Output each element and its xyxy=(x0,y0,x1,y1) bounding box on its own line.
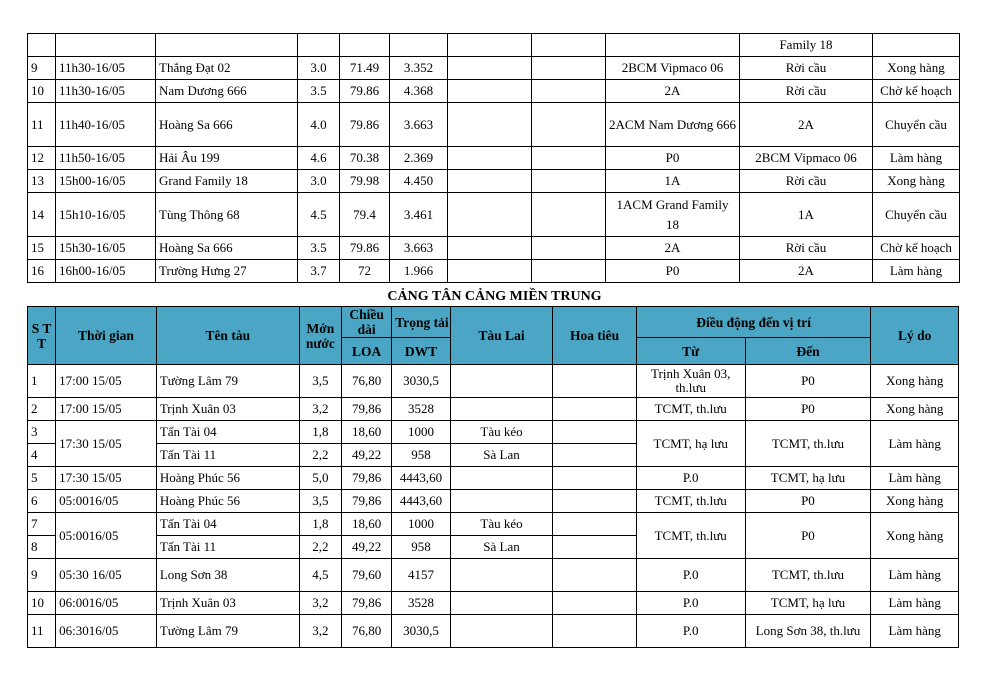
table-row xyxy=(28,559,959,592)
cell-draft: 1,8 xyxy=(299,421,341,444)
cell-stt: 9 xyxy=(28,559,56,592)
table-row xyxy=(28,398,959,421)
cell-to: P0 xyxy=(745,513,871,559)
cell-draft: 2,2 xyxy=(299,536,341,559)
cell-loa: 79.86 xyxy=(340,103,390,147)
cell-ship: Hoàng Sa 666 xyxy=(156,103,298,147)
cell-dwt: 4.450 xyxy=(390,170,448,193)
cell-dwt: 3528 xyxy=(392,398,450,421)
cell-pilot xyxy=(553,467,637,490)
cell-reason: Xong hàng xyxy=(871,398,959,421)
cell-time: 17:00 15/05 xyxy=(56,398,157,421)
cell-draft: 3.5 xyxy=(298,237,340,260)
cell-ship: Trường Hưng 27 xyxy=(156,260,298,283)
cell-time: 11h30-16/05 xyxy=(56,80,156,103)
cell-to: TCMT, hạ lưu xyxy=(745,467,871,490)
cell-draft: 3.5 xyxy=(298,80,340,103)
table-row xyxy=(28,467,959,490)
cell-ship: Hải Âu 199 xyxy=(156,147,298,170)
cell-draft: 3,5 xyxy=(299,490,341,513)
cell-pilot xyxy=(553,536,637,559)
cell-pilot xyxy=(532,103,606,147)
table-row xyxy=(28,80,960,103)
cell-loa: 79,86 xyxy=(341,490,391,513)
cell-to: Family 18 xyxy=(740,34,873,57)
cell-loa: 79.4 xyxy=(340,193,390,237)
cell-dwt: 3528 xyxy=(392,592,450,615)
cell-dwt: 3.663 xyxy=(390,237,448,260)
cell-ship: Tấn Tài 11 xyxy=(156,444,299,467)
cell-tug xyxy=(450,490,553,513)
cell-reason: Chờ kế hoạch xyxy=(873,237,960,260)
cell-to: Rời cầu xyxy=(740,237,873,260)
cell-reason: Làm hàng xyxy=(871,467,959,490)
cell-to: 2A xyxy=(740,260,873,283)
cell-tug xyxy=(448,237,532,260)
cell-ship: Nam Dương 666 xyxy=(156,80,298,103)
cell-time: 11h40-16/05 xyxy=(56,103,156,147)
table-row xyxy=(28,237,960,260)
cell-loa: 79,86 xyxy=(341,467,391,490)
cell-reason: Chuyển cầu xyxy=(873,193,960,237)
cell-ship: Thắng Đạt 02 xyxy=(156,57,298,80)
cell-dwt: 2.369 xyxy=(390,147,448,170)
cell-draft: 4.6 xyxy=(298,147,340,170)
cell-pilot xyxy=(532,260,606,283)
cell-pilot xyxy=(532,193,606,237)
header-pilot: Hoa tiêu xyxy=(553,307,637,365)
cell-time: 17:00 15/05 xyxy=(56,365,157,398)
cell-pilot xyxy=(553,559,637,592)
cell-time: 06:0016/05 xyxy=(56,592,157,615)
cell-loa: 79.86 xyxy=(340,80,390,103)
cell-stt: 4 xyxy=(28,444,56,467)
cell-stt: 6 xyxy=(28,490,56,513)
header-time: Thời gian xyxy=(56,307,157,365)
header-ship: Tên tàu xyxy=(156,307,299,365)
cell-ship: Tấn Tài 11 xyxy=(156,536,299,559)
table-row xyxy=(28,365,959,398)
cell-draft: 3,2 xyxy=(299,592,341,615)
cell-loa: 18,60 xyxy=(341,513,391,536)
cell-draft: 3.0 xyxy=(298,170,340,193)
table-row xyxy=(28,260,960,283)
cell-loa: 76,80 xyxy=(341,365,391,398)
cell-from: P.0 xyxy=(636,467,745,490)
cell-tug xyxy=(448,170,532,193)
cell-from: P.0 xyxy=(636,559,745,592)
cell-stt: 5 xyxy=(28,467,56,490)
cell-ship: Trịnh Xuân 03 xyxy=(156,592,299,615)
cell-from: TCMT, th.lưu xyxy=(636,398,745,421)
cell-loa: 79,86 xyxy=(341,398,391,421)
cell-stt: 8 xyxy=(28,536,56,559)
cell-draft: 4.5 xyxy=(298,193,340,237)
table-row xyxy=(28,147,960,170)
cell-stt: 10 xyxy=(28,592,56,615)
cell-pilot xyxy=(553,365,637,398)
cell-from: P.0 xyxy=(636,615,745,648)
cell-time: 17:30 15/05 xyxy=(56,467,157,490)
cell-stt: 9 xyxy=(28,57,56,80)
table-row xyxy=(28,193,960,237)
header-from: Từ xyxy=(636,338,745,365)
cell-time: 06:3016/05 xyxy=(56,615,157,648)
cell-loa: 79,60 xyxy=(341,559,391,592)
table-row xyxy=(28,490,959,513)
cell-ship: Tấn Tài 04 xyxy=(156,513,299,536)
cell-stt: 11 xyxy=(28,103,56,147)
header-draft: Mớn nước xyxy=(299,307,341,365)
header-row xyxy=(28,307,959,338)
cell-draft: 3,5 xyxy=(299,365,341,398)
table-row xyxy=(28,34,960,57)
cell-dwt: 4443,60 xyxy=(392,467,450,490)
cell-ship: Grand Family 18 xyxy=(156,170,298,193)
cell-ship: Tường Lâm 79 xyxy=(156,615,299,648)
port-schedule-table xyxy=(27,306,959,648)
header-move: Điều động đến vị trí xyxy=(636,307,871,338)
cell-draft: 4.0 xyxy=(298,103,340,147)
cell-draft: 4,5 xyxy=(299,559,341,592)
cell-draft: 3,2 xyxy=(299,615,341,648)
table-row xyxy=(28,103,960,147)
cell-reason: Làm hàng xyxy=(871,592,959,615)
cell-tug: Sà Lan xyxy=(450,536,553,559)
header-to: Đến xyxy=(745,338,871,365)
cell-ship: Hoàng Sa 666 xyxy=(156,237,298,260)
cell-tug xyxy=(448,260,532,283)
cell-tug: Tàu kéo xyxy=(450,513,553,536)
cell-stt: 3 xyxy=(28,421,56,444)
cell-tug xyxy=(450,398,553,421)
cell-stt: 14 xyxy=(28,193,56,237)
cell-from: P0 xyxy=(606,260,740,283)
header-length: Chiều dài xyxy=(341,307,391,338)
table-row xyxy=(28,592,959,615)
cell-reason: Làm hàng xyxy=(873,147,960,170)
cell-pilot xyxy=(553,615,637,648)
cell-to: TCMT, th.lưu xyxy=(745,559,871,592)
header-dwt: DWT xyxy=(392,338,450,365)
cell-time: 16h00-16/05 xyxy=(56,260,156,283)
schedule-table-continued xyxy=(27,33,960,283)
cell-time: 05:0016/05 xyxy=(56,490,157,513)
cell-ship: Tường Lâm 79 xyxy=(156,365,299,398)
cell-reason: Chuyển cầu xyxy=(873,103,960,147)
cell-dwt: 3030,5 xyxy=(392,365,450,398)
cell-dwt: 3.352 xyxy=(390,57,448,80)
cell-from: P0 xyxy=(606,147,740,170)
cell-loa: 79.98 xyxy=(340,170,390,193)
cell-stt: 10 xyxy=(28,80,56,103)
cell-loa: 79,86 xyxy=(341,592,391,615)
cell-reason: Làm hàng xyxy=(873,260,960,283)
cell-from: Trịnh Xuân 03, th.lưu xyxy=(636,365,745,398)
cell-to: 2A xyxy=(740,103,873,147)
cell-to: TCMT, hạ lưu xyxy=(745,592,871,615)
cell-stt: 13 xyxy=(28,170,56,193)
cell-from: TCMT, hạ lưu xyxy=(636,421,745,467)
cell-stt: 12 xyxy=(28,147,56,170)
cell-time: 15h30-16/05 xyxy=(56,237,156,260)
cell-pilot xyxy=(532,170,606,193)
cell-dwt: 4157 xyxy=(392,559,450,592)
cell-to: P0 xyxy=(745,398,871,421)
cell-time: 15h10-16/05 xyxy=(56,193,156,237)
header-loa: LOA xyxy=(341,338,391,365)
cell-time: 05:0016/05 xyxy=(56,513,157,559)
cell-from: 2A xyxy=(606,237,740,260)
cell-stt: 2 xyxy=(28,398,56,421)
cell-dwt: 3.461 xyxy=(390,193,448,237)
table-row xyxy=(28,421,959,444)
cell-loa: 76,80 xyxy=(341,615,391,648)
cell-pilot xyxy=(553,398,637,421)
cell-reason: Xong hàng xyxy=(873,57,960,80)
cell-to: Rời cầu xyxy=(740,57,873,80)
cell-ship: Tùng Thông 68 xyxy=(156,193,298,237)
cell-reason: Xong hàng xyxy=(873,170,960,193)
cell-stt: 16 xyxy=(28,260,56,283)
cell-time: 15h00-16/05 xyxy=(56,170,156,193)
cell-time: 11h30-16/05 xyxy=(56,57,156,80)
table-row xyxy=(28,170,960,193)
cell-from: 2A xyxy=(606,80,740,103)
cell-tug xyxy=(450,365,553,398)
cell-draft: 3,2 xyxy=(299,398,341,421)
cell-reason: Chờ kế hoạch xyxy=(873,80,960,103)
cell-stt: 11 xyxy=(28,615,56,648)
cell-ship: Tấn Tài 04 xyxy=(156,421,299,444)
cell-reason: Làm hàng xyxy=(871,615,959,648)
cell-tug xyxy=(450,592,553,615)
cell-tug xyxy=(450,467,553,490)
cell-pilot xyxy=(553,444,637,467)
cell-tug: Tàu kéo xyxy=(450,421,553,444)
cell-tug xyxy=(450,615,553,648)
cell-stt: 7 xyxy=(28,513,56,536)
table-row xyxy=(28,57,960,80)
cell-time: 05:30 16/05 xyxy=(56,559,157,592)
cell-from: 1A xyxy=(606,170,740,193)
cell-tug xyxy=(448,147,532,170)
cell-from: TCMT, th.lưu xyxy=(636,513,745,559)
cell-pilot xyxy=(532,237,606,260)
cell-reason: Xong hàng xyxy=(871,513,959,559)
cell-dwt: 4.368 xyxy=(390,80,448,103)
cell-to: 2BCM Vipmaco 06 xyxy=(740,147,873,170)
cell-draft: 1,8 xyxy=(299,513,341,536)
cell-time: 17:30 15/05 xyxy=(56,421,157,467)
cell-loa: 72 xyxy=(340,260,390,283)
cell-stt: 15 xyxy=(28,237,56,260)
cell-tug xyxy=(448,193,532,237)
cell-loa: 18,60 xyxy=(341,421,391,444)
cell-pilot xyxy=(553,592,637,615)
cell-dwt: 958 xyxy=(392,444,450,467)
cell-dwt: 3.663 xyxy=(390,103,448,147)
cell-reason: Làm hàng xyxy=(871,559,959,592)
cell-draft: 2,2 xyxy=(299,444,341,467)
cell-to: TCMT, th.lưu xyxy=(745,421,871,467)
cell-pilot xyxy=(532,147,606,170)
cell-reason: Làm hàng xyxy=(871,421,959,467)
cell-draft: 5,0 xyxy=(299,467,341,490)
cell-dwt: 958 xyxy=(392,536,450,559)
table-row xyxy=(28,513,959,536)
header-reason: Lý do xyxy=(871,307,959,365)
cell-to: Rời cầu xyxy=(740,80,873,103)
cell-pilot xyxy=(532,57,606,80)
cell-dwt: 1000 xyxy=(392,421,450,444)
cell-ship: Trịnh Xuân 03 xyxy=(156,398,299,421)
cell-from: P.0 xyxy=(636,592,745,615)
cell-to: Rời cầu xyxy=(740,170,873,193)
cell-dwt: 4443,60 xyxy=(392,490,450,513)
table-row xyxy=(28,615,959,648)
cell-tug xyxy=(448,80,532,103)
header-stt: S T T xyxy=(28,307,56,365)
cell-ship: Long Sơn 38 xyxy=(156,559,299,592)
cell-tug xyxy=(448,57,532,80)
cell-ship: Hoàng Phúc 56 xyxy=(156,467,299,490)
cell-loa: 79.86 xyxy=(340,237,390,260)
cell-tug xyxy=(450,559,553,592)
cell-pilot xyxy=(553,513,637,536)
cell-pilot xyxy=(553,490,637,513)
cell-reason: Xong hàng xyxy=(871,490,959,513)
cell-loa: 71.49 xyxy=(340,57,390,80)
cell-to: P0 xyxy=(745,490,871,513)
cell-draft: 3.0 xyxy=(298,57,340,80)
cell-tug: Sà Lan xyxy=(450,444,553,467)
header-tug: Tàu Lai xyxy=(450,307,553,365)
cell-draft: 3.7 xyxy=(298,260,340,283)
cell-from: TCMT, th.lưu xyxy=(636,490,745,513)
cell-ship: Hoàng Phúc 56 xyxy=(156,490,299,513)
cell-pilot xyxy=(532,80,606,103)
cell-dwt: 1000 xyxy=(392,513,450,536)
cell-to: P0 xyxy=(745,365,871,398)
cell-dwt: 1.966 xyxy=(390,260,448,283)
port-title: CẢNG TÂN CẢNG MIỀN TRUNG xyxy=(387,289,602,304)
cell-to: Long Sơn 38, th.lưu xyxy=(745,615,871,648)
cell-tug xyxy=(448,103,532,147)
cell-to: 1A xyxy=(740,193,873,237)
cell-pilot xyxy=(553,421,637,444)
cell-stt: 1 xyxy=(28,365,56,398)
cell-from: 1ACM Grand Family 18 xyxy=(606,193,740,237)
cell-loa: 70.38 xyxy=(340,147,390,170)
cell-from: 2ACM Nam Dương 666 xyxy=(606,103,740,147)
cell-loa: 49,22 xyxy=(341,536,391,559)
cell-from: 2BCM Vipmaco 06 xyxy=(606,57,740,80)
cell-loa: 49,22 xyxy=(341,444,391,467)
header-tonnage: Trọng tải xyxy=(392,307,450,338)
cell-dwt: 3030,5 xyxy=(392,615,450,648)
cell-time: 11h50-16/05 xyxy=(56,147,156,170)
cell-reason: Xong hàng xyxy=(871,365,959,398)
